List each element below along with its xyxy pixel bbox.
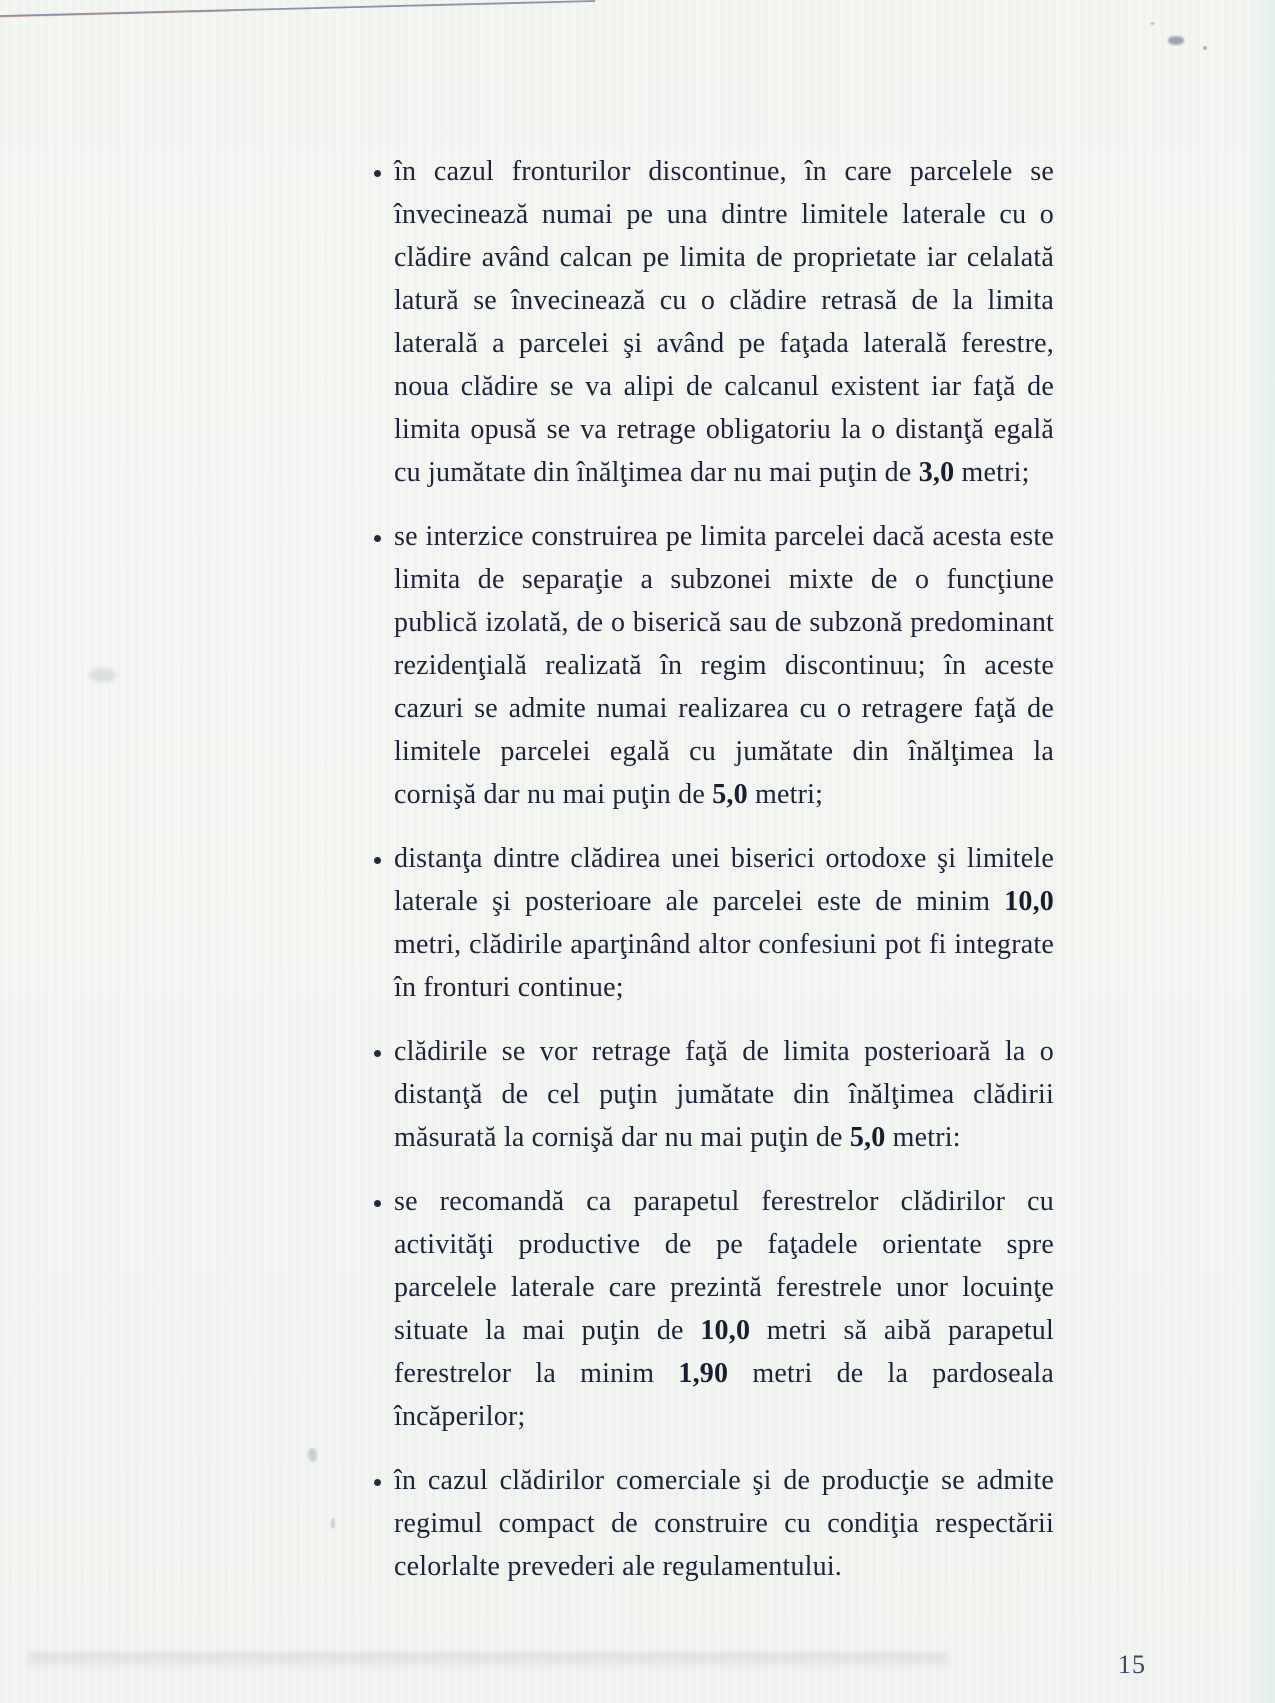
scan-artifact-right-edge bbox=[1249, 0, 1275, 1703]
bullet-text: metri; bbox=[747, 779, 824, 810]
bullet-text: se recomandă ca parapetul ferestrelor clădirilor cu activităţi productive de pe faţadele orientate spre parcelele laterale care prezintă ferestrele unor locuinţe situate la mai puţin de bbox=[394, 1186, 1054, 1346]
bullet-text: distanţa dintre clădirea unei biserici ortodoxe şi limitele laterale şi posterioare ale parcelei este de minim bbox=[394, 843, 1054, 917]
measurement-value: 10,0 bbox=[700, 1315, 751, 1346]
bullet-item bbox=[394, 150, 1054, 494]
bullet-item bbox=[394, 1459, 1054, 1588]
scan-artifact-speck bbox=[1203, 46, 1207, 50]
bullet-text: se interzice construirea pe limita parcelei dacă acesta este limita de separaţie a subzonei mixte de o funcţiune publică izolată, de o biserică sau de subzonă predominant rezidenţială realizată în regim discontinuu; în aceste cazuri se admite numai realizarea cu o retragere faţă de limitele parcelei egală cu jumătate din înălţimea la cornişă dar nu mai puţin de bbox=[394, 521, 1054, 810]
scan-artifact-speck bbox=[1150, 22, 1155, 25]
measurement-value: 1,90 bbox=[678, 1358, 729, 1389]
measurement-value: 5,0 bbox=[712, 779, 748, 810]
bullet-item bbox=[394, 515, 1054, 816]
bullet-text: metri, clădirile aparţinând altor confesiuni pot fi integrate în fronturi continue; bbox=[394, 929, 1054, 1003]
bullet-item bbox=[394, 837, 1054, 1009]
bullet-item bbox=[394, 1180, 1054, 1438]
scan-artifact-top-line bbox=[0, 0, 620, 24]
scan-artifact-speck bbox=[308, 1448, 317, 1462]
bullet-text: metri de la pardoseala încăperilor; bbox=[394, 1358, 1054, 1432]
bullet-text: clădirile se vor retrage faţă de limita posterioară la o distanţă de cel puţin jumătate din înălţimea clădirii măsurată la cornişă dar nu mai puţin de bbox=[394, 1036, 1054, 1153]
measurement-value: 10,0 bbox=[1004, 886, 1054, 917]
document-body bbox=[362, 150, 1054, 1609]
bullet-text: în cazul clădirilor comerciale şi de producţie se admite regimul compact de construire cu condiţia respectării celorlalte prevederi ale regulamentului. bbox=[394, 1465, 1054, 1582]
scan-artifact-bottom-shadow bbox=[28, 1652, 948, 1668]
measurement-value: 5,0 bbox=[849, 1122, 886, 1153]
bullet-list bbox=[362, 150, 1054, 1588]
scan-artifact-speck bbox=[1168, 36, 1184, 45]
bullet-text: metri: bbox=[885, 1122, 961, 1153]
bullet-text: în cazul fronturilor discontinue, în care parcelele se învecinează numai pe una dintre limitele laterale cu o clădire având calcan pe limita de proprietate iar celalată latură se învecinează cu o clădire retrasă de la limita laterală a parcelei şi având pe faţada laterală ferestre, noua clădire se va alipi de calcanul existent iar faţă de limita opusă se va retrage obligatoriu la o distanţă egală cu jumătate din înălţimea dar nu mai puţin de bbox=[394, 156, 1054, 488]
scan-artifact-speck bbox=[90, 668, 116, 682]
bullet-text: metri să aibă parapetul ferestrelor la minim bbox=[394, 1315, 1054, 1389]
page-number: 15 bbox=[1118, 1650, 1146, 1679]
bullet-item bbox=[394, 1030, 1054, 1159]
measurement-value: 3,0 bbox=[918, 457, 955, 488]
scan-artifact-speck bbox=[331, 1518, 335, 1529]
bullet-text: metri; bbox=[954, 457, 1030, 488]
